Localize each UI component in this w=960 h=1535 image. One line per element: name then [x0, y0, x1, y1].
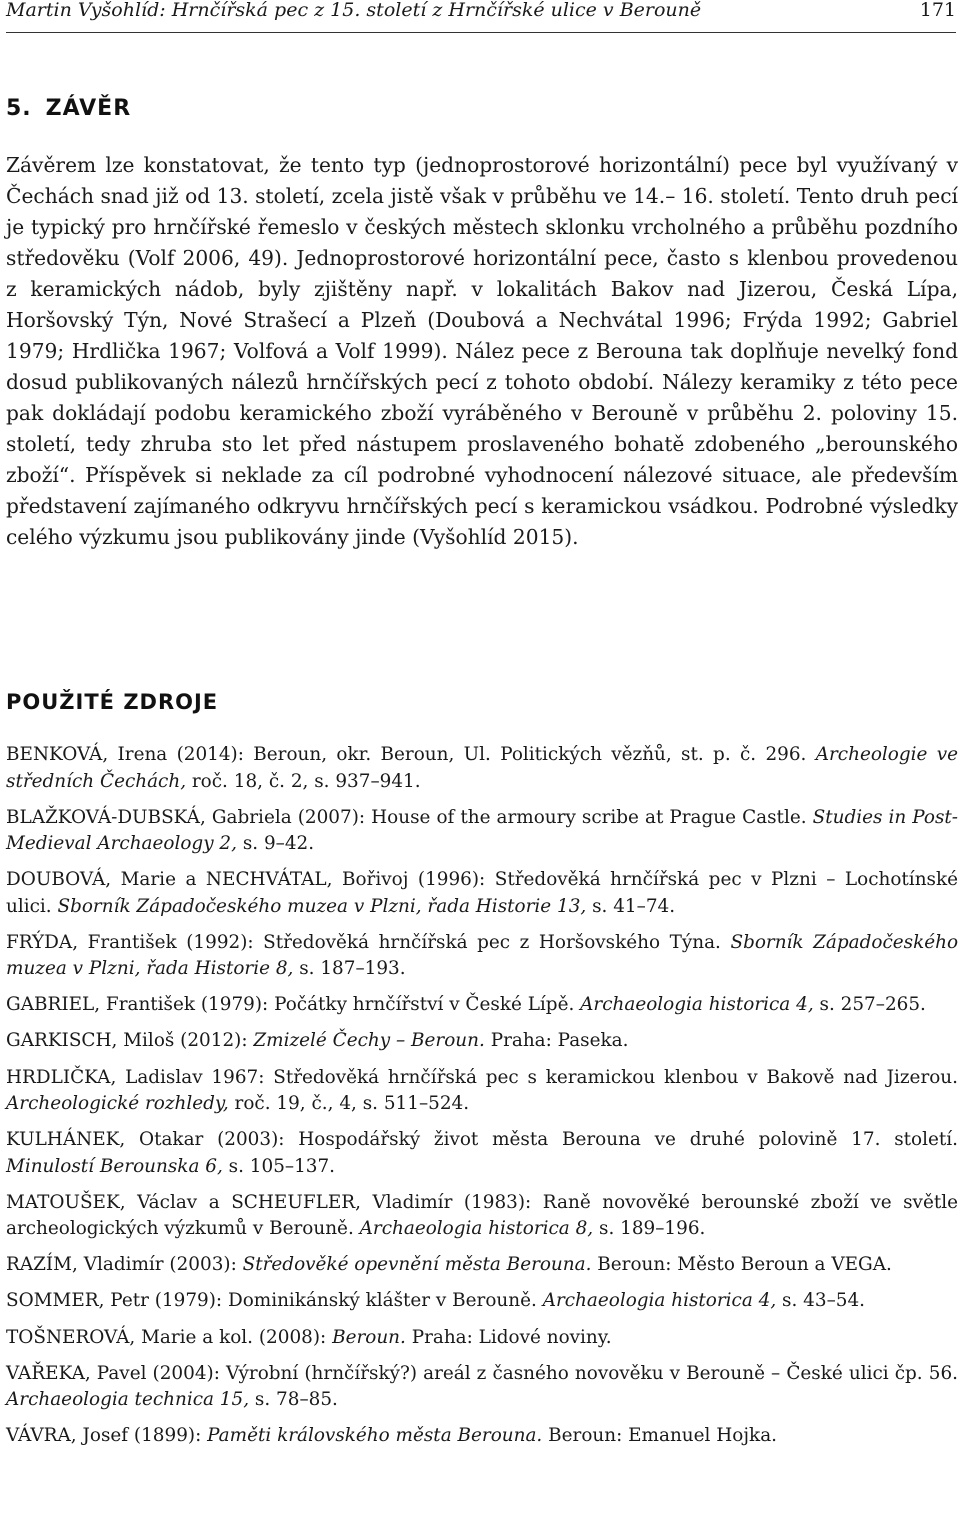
reference-item: MATOUŠEK, Václav a SCHEUFLER, Vladimír (1983): Raně novověké berounské zboží ve světle archeologických výzkumů v Berouně. Archaeologia historica 8, s. 189–196. [6, 1191, 958, 1240]
reference-item: TOŠNEROVÁ, Marie a kol. (2008): Beroun. Praha: Lidové noviny. [6, 1326, 612, 1348]
running-title: Martin Vyšohlíd: Hrnčířská pec z 15. století z Hrnčířské ulice v Berouně [6, 0, 702, 21]
reference-item: DOUBOVÁ, Marie a NECHVÁTAL, Bořivoj (1996): Středověká hrnčířská pec v Plzni – Lochotínské ulici. Sborník Západočeského muzea v Plzni, řada Historie 13, s. 41–74. [6, 869, 958, 917]
references-heading: POUŽITÉ ZDROJE [6, 690, 219, 714]
references-list [6, 742, 958, 1459]
reference-item: HRDLIČKA, Ladislav 1967: Středověká hrnčířská pec s keramickou klenbou v Bakově nad Jizerou. Archeologické rozhledy, roč. 19, č., 4, s. 511–524. [6, 1066, 958, 1115]
reference-item: GARKISCH, Miloš (2012): Zmizelé Čechy – Beroun. Praha: Paseka. [6, 1030, 629, 1052]
running-header [6, 0, 956, 33]
body-paragraph: Závěrem lze konstatovat, že tento typ (jednoprostorové horizontální) pece byl využívaný v Čechách snad již od 13. století, zcela jistě však v průběhu ve 14.– 16. století. Tento druh pecí je typický pro hrnčířské řemeslo v českých městech sklonku vrcholného a průběhu pozdního středověku (Volf 2006, 49). Jednoprostorové horizontální pece, často s klenbou provedenou z keramických nádob, byly zjištěny např. v lokalitách Bakov nad Jizerou, Česká Lípa, Horšovský Týn, Nové Strašecí a Plzeň (Doubová a Nechvátal 1996; Frýda 1992; Gabriel 1979; Hrdlička 1967; Volfová a Volf 1999). Nález pece z Berouna tak doplňuje nevelký fond dosud publikovaných nálezů hrnčířských pecí z tohoto období. Nálezy keramiky z této pece pak dokládají podobu keramického zboží vyráběného v Berouně v průběhu 2. poloviny 15. století, tedy zhruba sto let před nástupem proslaveného bohatě zdobeného „berounského zboží“. Příspěvek si neklade za cíl podrobné vyhodnocení nálezové situace, ale především představení zajímaného odkryvu hrnčířských pecí s keramickou vsádkou. Podrobné výsledky celého výzkumu jsou publikovány jinde (Vyšohlíd 2015). [6, 153, 958, 549]
reference-item: BENKOVÁ, Irena (2014): Beroun, okr. Beroun, Ul. Politických vězňů, st. p. č. 296. Archeologie ve středních Čechách, roč. 18, č. 2, s. 937–941. [6, 744, 958, 792]
section-number: 5. [6, 96, 32, 121]
reference-item: KULHÁNEK, Otakar (2003): Hospodářský život města Berouna ve druhé polovině 17. století. Minulostí Berounska 6, s. 105–137. [6, 1129, 958, 1177]
reference-item: BLAŽKOVÁ-DUBSKÁ, Gabriela (2007): House of the armoury scribe at Prague Castle. Studies in Post-Medieval Archaeology 2, s. 9–42. [6, 806, 958, 855]
reference-item: VÁVRA, Josef (1899): Paměti královského města Berouna. Beroun: Emanuel Hojka. [6, 1425, 778, 1447]
section-title: ZÁVĚR [45, 96, 132, 121]
page-number: 171 [919, 0, 956, 21]
reference-item: VAŘEKA, Pavel (2004): Výrobní (hrnčířský?) areál z časného novověku v Berouně – České ulici čp. 56. Archaeologia technica 15, s. 78–85. [6, 1362, 958, 1411]
reference-item: RAZÍM, Vladimír (2003): Středověké opevnění města Berouna. Beroun: Město Beroun a VEGA. [6, 1254, 892, 1276]
reference-item: FRÝDA, František (1992): Středověká hrnčířská pec z Horšovského Týna. Sborník Západočeského muzea v Plzni, řada Historie 8, s. 187–193. [6, 931, 959, 980]
reference-item: GABRIEL, František (1979): Počátky hrnčířství v České Lípě. Archaeologia historica 4, s. 257–265. [6, 994, 926, 1016]
reference-item: SOMMER, Petr (1979): Dominikánský klášter v Berouně. Archaeologia historica 4, s. 43–54. [6, 1290, 866, 1312]
section-heading [6, 96, 131, 121]
